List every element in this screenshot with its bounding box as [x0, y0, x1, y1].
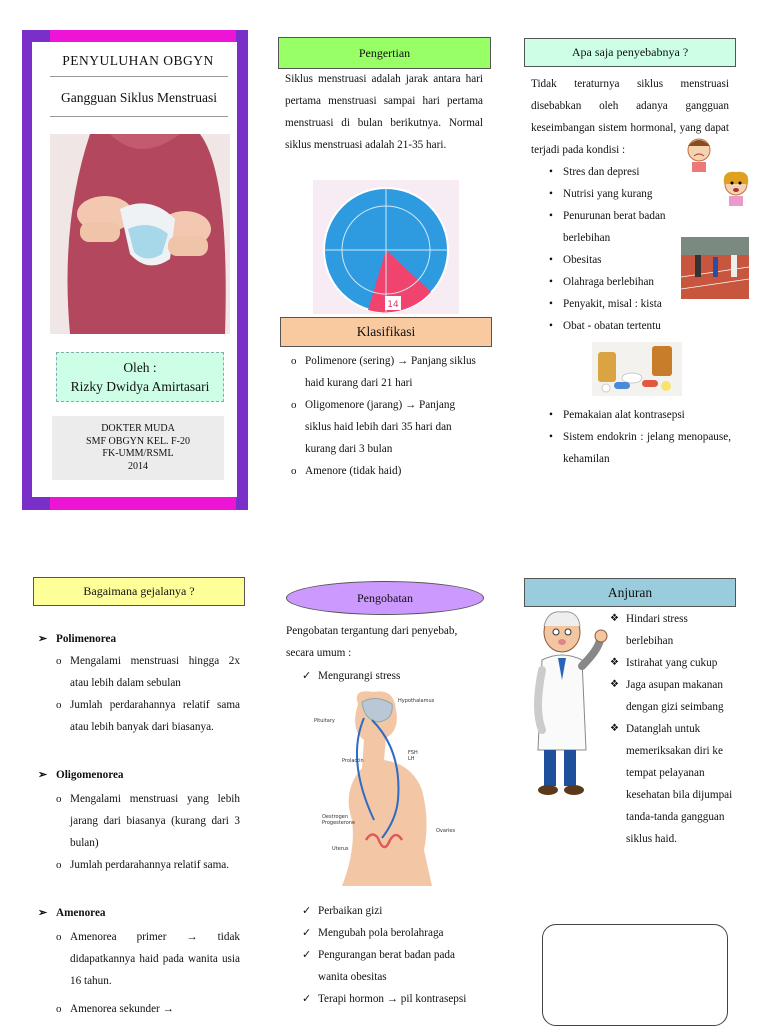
pengobatan-list: [318, 900, 482, 1010]
list-item: • Obesitas: [563, 249, 731, 271]
penyebab-heading: Apa saja penyebabnya ?: [524, 38, 736, 67]
list-item: ✓ Terapi hormon → pil kontrasepsi: [318, 988, 482, 1010]
label-uterus: Uterus: [332, 846, 349, 852]
affiliation-line: 2014: [128, 460, 148, 472]
cover-title: PENYULUHAN OBGYN: [62, 53, 214, 68]
cover-divider-2: [50, 116, 228, 117]
label-fsh: FSH: [408, 750, 418, 756]
list-item: o Amenorea primer → tidak didapatkannya haid pada wanita usia 16 tahun.: [70, 926, 240, 992]
menstrual-cycle-wheel: [313, 180, 459, 314]
cover-divider: [50, 76, 228, 77]
label-lh: LH: [408, 756, 415, 762]
gejala-group-name: ➢ Polimenorea: [56, 628, 116, 650]
list-item: o Mengalami menstruasi hingga 2x atau lebih dalam sebulan: [70, 650, 240, 694]
pills-photo: [592, 342, 682, 396]
list-item: o Amenorea sekunder →: [70, 998, 240, 1020]
list-item: o Amenore (tidak haid): [305, 460, 483, 482]
affiliation-line: DOKTER MUDA: [101, 423, 175, 434]
list-item: • Nutrisi yang kurang: [563, 183, 731, 205]
author-name: Rizky Dwidya Amirtasari: [70, 379, 210, 394]
pengertian-body: Siklus menstruasi adalah jarak antara hari pertama menstruasi sampai hari pertama menstruasi di bulan berikutnya. Normal siklus menstruasi adalah 21-35 hari.: [285, 73, 483, 151]
affiliation-box: [52, 416, 224, 480]
cover-subtitle: Gangguan Siklus Menstruasi: [61, 90, 217, 105]
anjuran-heading: Anjuran: [524, 578, 736, 607]
list-item: • Sistem endokrin : jelang menopause, kehamilan: [563, 426, 731, 470]
pengertian-heading: Pengertian: [278, 37, 491, 69]
list-item: • Olahraga berlebihan: [563, 271, 731, 293]
gejala-group-name: ➢ Amenorea: [56, 902, 106, 924]
gejala-group-list: [70, 788, 240, 876]
list-item: • Obat - obatan tertentu: [563, 315, 731, 337]
gejala-group-list: [70, 650, 240, 738]
hormone-axis-diagram: [312, 690, 472, 886]
list-item: ❖ Istirahat yang cukup: [626, 652, 734, 674]
list-item: o Polimenore (sering) → Panjang siklus haid kurang dari 21 hari: [305, 350, 483, 394]
empty-note-box: [542, 924, 728, 1026]
gejala-heading: Bagaimana gejalanya ?: [33, 577, 245, 606]
list-item: ❖ Jaga asupan makanan dengan gizi seimbang: [626, 674, 734, 718]
cover-right-strip: [236, 30, 248, 510]
label-oestrogen: Oestrogen: [322, 814, 349, 820]
label-ovaries: Ovaries: [436, 828, 456, 834]
affiliation-line: FK-UMM/RSML: [102, 448, 174, 459]
stress-face-icon: [684, 136, 714, 172]
list-item: ✓ Mengurangi stress: [318, 665, 482, 687]
anjuran-list: [626, 608, 734, 850]
list-item: ✓ Pengurangan berat badan pada wanita obesitas: [318, 944, 482, 988]
list-item: • Penyakit, misal : kista: [563, 293, 731, 315]
label-hypothalamus: Hypothalamus: [398, 698, 435, 704]
pengobatan-list-top: [318, 665, 482, 687]
affiliation-line: SMF OBGYN KEL. F-20: [86, 435, 190, 447]
klasifikasi-heading: Klasifikasi: [280, 317, 492, 347]
author-label: Oleh :: [123, 360, 157, 375]
list-item: ✓ Mengubah pola berolahraga: [318, 922, 482, 944]
label-progesterone: Progesterone: [322, 820, 356, 826]
gejala-group-list: [70, 926, 240, 1020]
gejala-group-name: ➢ Oligomenorea: [56, 764, 124, 786]
klasifikasi-list: [305, 350, 483, 482]
penyebab-intro: Tidak teraturnya siklus menstruasi disebabkan oleh adanya gangguan keseimbangan sistem hormonal, yang dapat terjadi pada kondisi :: [531, 78, 729, 156]
list-item: ❖ Hindari stress berlebihan: [626, 608, 734, 652]
list-item: o Jumlah perdarahannya relatif sama atau lebih banyak dari biasanya.: [70, 694, 240, 738]
list-item: • Stres dan depresi: [563, 161, 731, 183]
list-item: • Penurunan berat badan berlebihan: [563, 205, 675, 249]
label-prolactin: Prolactin: [342, 758, 364, 764]
label-pituitary: Pituitary: [314, 718, 335, 724]
penyebab-list-2: [563, 404, 731, 470]
stress-face-icon: [722, 170, 750, 206]
author-box: [56, 352, 224, 402]
list-item: ✓ Perbaikan gizi: [318, 900, 482, 922]
pengobatan-intro: Pengobatan tergantung dari penyebab, secara umum :: [286, 625, 458, 659]
list-item: o Oligomenore (jarang) → Panjang siklus haid lebih dari 35 hari dan kurang dari 3 bulan: [305, 394, 483, 460]
list-item: • Pemakaian alat kontrasepsi: [563, 404, 731, 426]
cycle-day-label: 14: [387, 300, 399, 310]
cover-photo: [50, 134, 230, 334]
doctor-illustration: [528, 610, 608, 800]
pengobatan-heading: Pengobatan: [286, 581, 484, 615]
list-item: o Jumlah perdarahannya relatif sama.: [70, 854, 240, 876]
runners-photo: [681, 237, 749, 299]
list-item: ❖ Datanglah untuk memeriksakan diri ke tempat pelayanan kesehatan bila dijumpai tanda-tanda gangguan siklus haid.: [626, 718, 734, 850]
list-item: o Mengalami menstruasi yang lebih jarang dari biasanya (kurang dari 3 bulan): [70, 788, 240, 854]
